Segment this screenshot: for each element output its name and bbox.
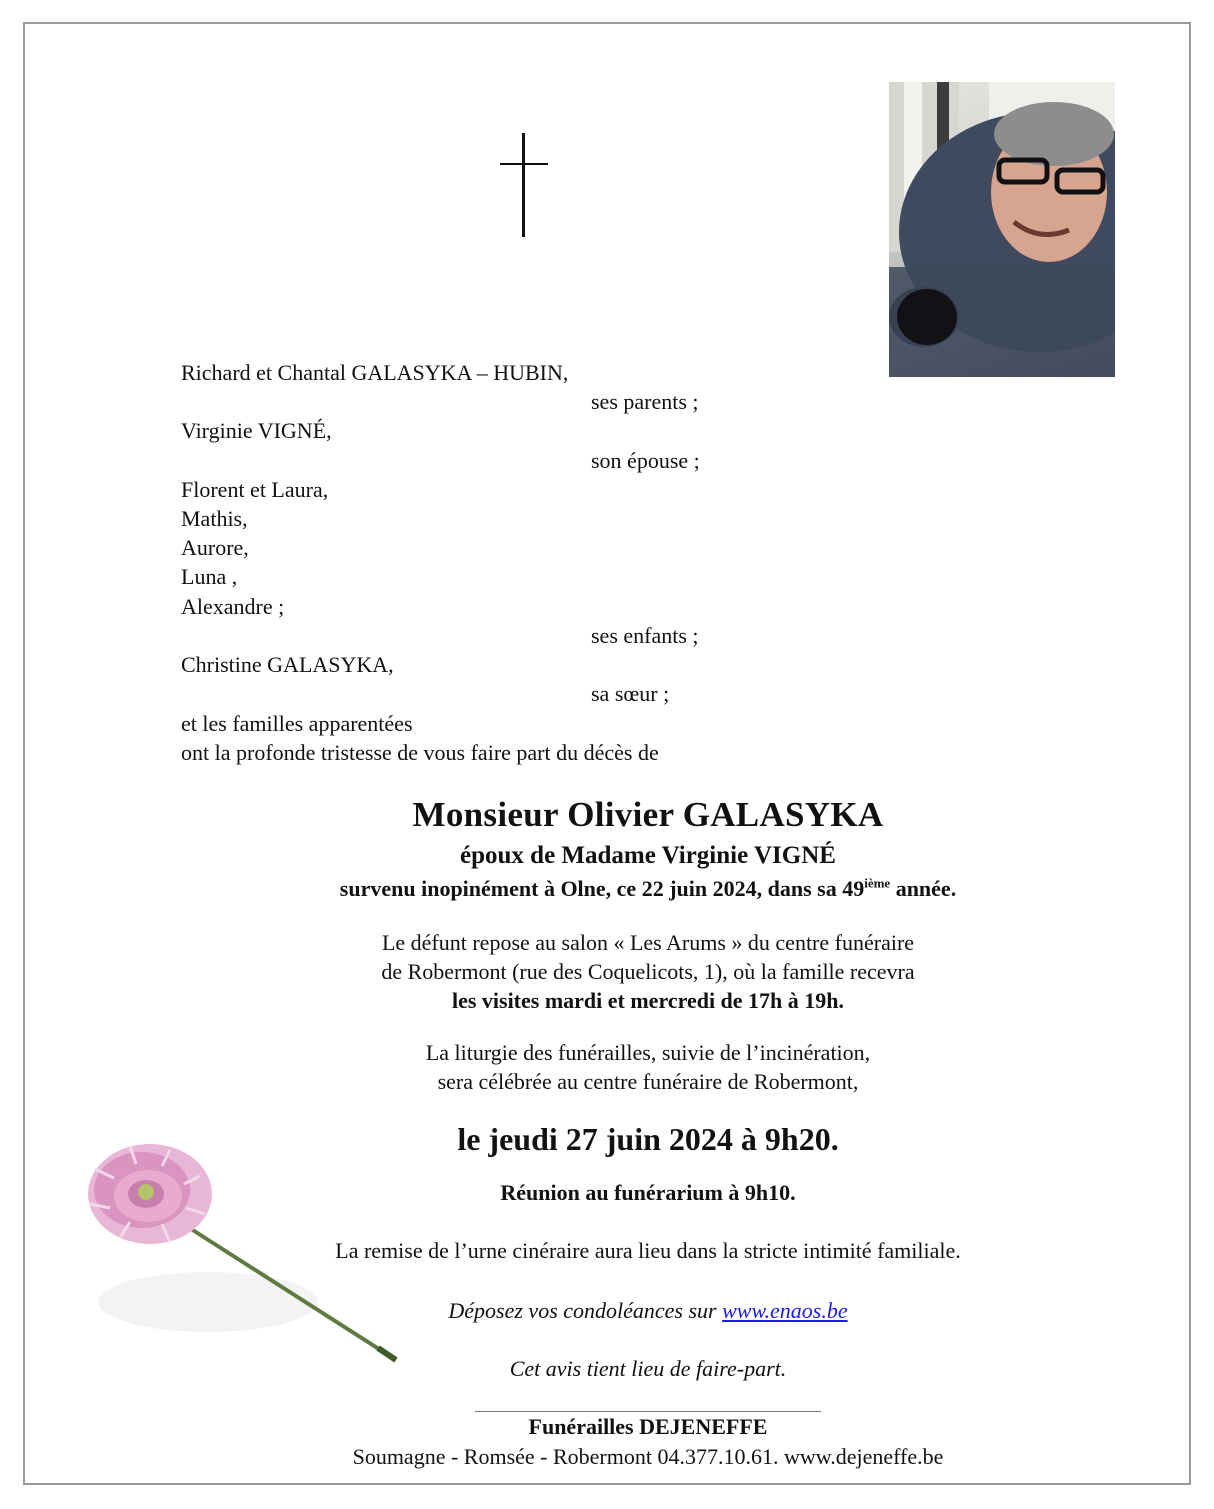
- funeral-date: le jeudi 27 juin 2024 à 9h20.: [457, 1121, 839, 1157]
- child-1: Florent et Laura,: [181, 477, 329, 502]
- deceased-spouse-line: époux de Madame Virginie VIGNÉ: [460, 842, 836, 869]
- child-5: Alexandre ;: [181, 594, 285, 619]
- reunion-line: Réunion au funérarium à 9h10.: [500, 1180, 796, 1205]
- liturgy-block: [0, 1038, 1214, 1096]
- cross-icon: [500, 133, 548, 237]
- visitation-block: [0, 928, 1214, 1015]
- spouse-name: Virginie VIGNÉ,: [181, 418, 332, 443]
- death-line: survenu inopinément à Olne, ce 22 juin 2024, dans sa 49ième année.: [339, 875, 957, 901]
- visitation-line-1: Le défunt repose au salon « Les Arums » du centre funéraire: [381, 930, 915, 955]
- sister-name: Christine GALASYKA,: [181, 652, 394, 677]
- child-3: Aurore,: [181, 535, 249, 560]
- spouse-role: son épouse ;: [591, 448, 700, 473]
- condolences-link[interactable]: www.enaos.be: [722, 1298, 848, 1323]
- parents-role: ses parents ;: [591, 389, 699, 414]
- relatives-line: et les familles apparentées: [181, 711, 413, 736]
- parents-names: Richard et Chantal GALASYKA – HUBIN,: [181, 360, 569, 385]
- notice-line: Cet avis tient lieu de faire-part.: [509, 1356, 787, 1381]
- portrait-photo: [889, 82, 1115, 377]
- flower-image: [78, 1132, 408, 1372]
- visitation-line-2: de Robermont (rue des Coquelicots, 1), où la famille recevra: [381, 959, 915, 984]
- funeral-home-name: Funérailles DEJENEFFE: [528, 1414, 768, 1439]
- urn-line: La remise de l’urne cinéraire aura lieu dans la stricte intimité familiale.: [335, 1238, 961, 1263]
- condolences-line: Déposez vos condoléances sur www.enaos.be: [448, 1298, 848, 1323]
- child-4: Luna ,: [181, 564, 238, 589]
- children-role: ses enfants ;: [591, 623, 699, 648]
- deceased-name: Monsieur Olivier GALASYKA: [412, 795, 884, 834]
- visitation-line-3: les visites mardi et mercredi de 17h à 19h.: [451, 988, 845, 1013]
- announce-line: ont la profonde tristesse de vous faire part du décès de: [181, 740, 659, 765]
- funeral-home-address: Soumagne - Romsée - Robermont 04.377.10.61. www.dejeneffe.be: [352, 1444, 944, 1469]
- divider: [475, 1411, 821, 1412]
- sister-role: sa sœur ;: [591, 681, 670, 706]
- liturgy-line-1: La liturgie des funérailles, suivie de l’incinération,: [425, 1040, 871, 1065]
- child-2: Mathis,: [181, 506, 248, 531]
- liturgy-line-2: sera célébrée au centre funéraire de Robermont,: [437, 1069, 859, 1094]
